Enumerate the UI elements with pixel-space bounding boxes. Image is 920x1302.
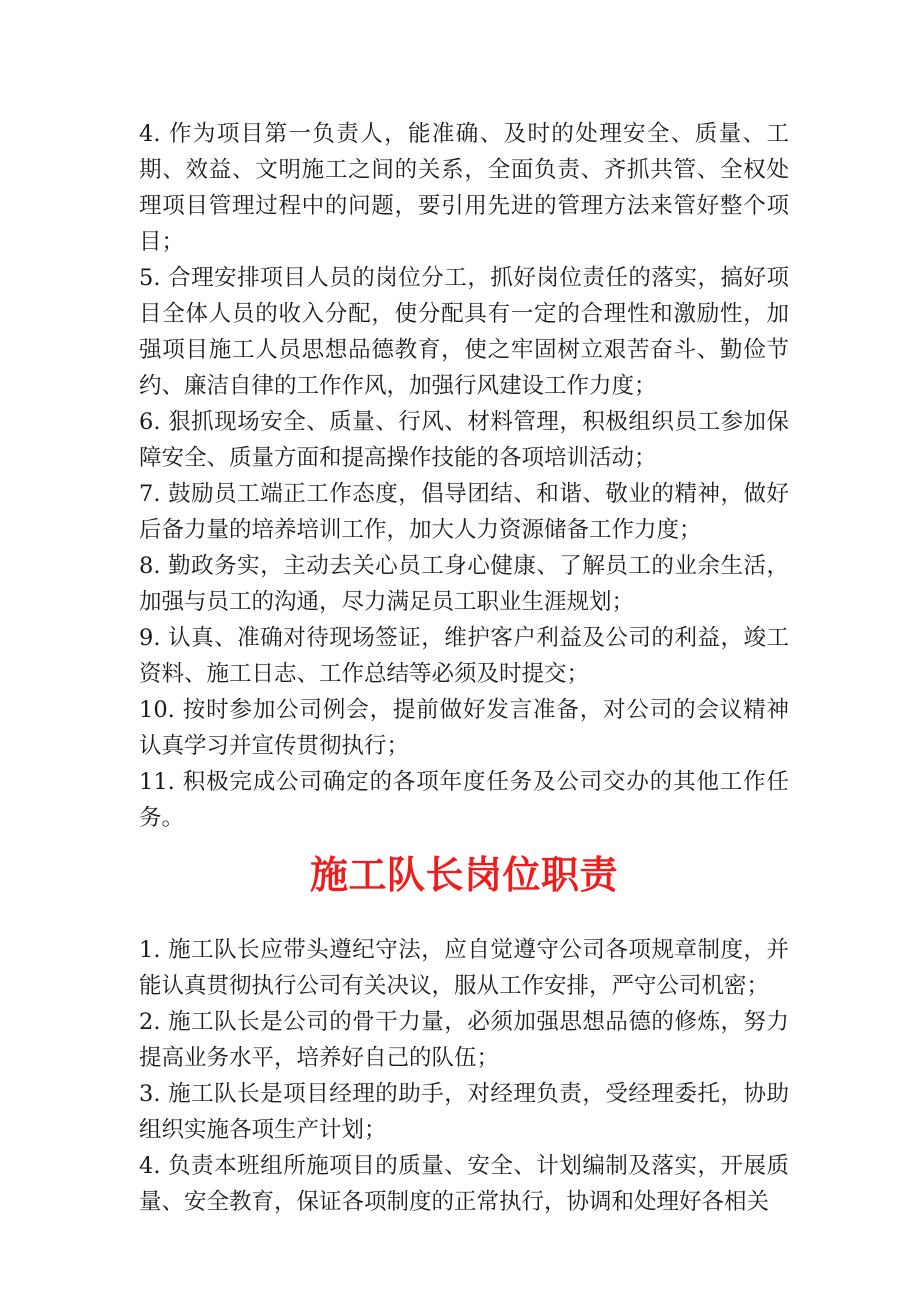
duty-item: 10. 按时参加公司例会，提前做好发言准备，对公司的会议精神认真学习并宣传贯彻执行； [139,697,789,759]
duty-item: 1. 施工队长应带头遵纪守法，应自觉遵守公司各项规章制度，并能认真贯彻执行公司有关决议，服从工作安排，严守公司机密； [139,937,789,999]
duty-item: 8. 勤政务实，主动去关心员工身心健康、了解员工的业余生活，加强与员工的沟通，尽力满足员工职业生涯规划； [139,553,789,615]
duty-item: 3. 施工队长是项目经理的助手，对经理负责，受经理委托，协助组织实施各项生产计划； [139,1081,789,1143]
duty-item: 5. 合理安排项目人员的岗位分工，抓好岗位责任的落实，搞好项目全体人员的收入分配，使分配具有一定的合理性和激励性，加强项目施工人员思想品德教育，使之牢固树立艰苦奋斗、勤俭节约、廉洁自律的工作作风，加强行风建设工作力度； [139,265,789,399]
duty-item: 9. 认真、准确对待现场签证，维护客户利益及公司的利益，竣工资料、施工日志、工作总结等必须及时提交； [139,625,789,687]
duty-item: 11. 积极完成公司确定的各项年度任务及公司交办的其他工作任务。 [139,769,789,831]
document-body [139,116,789,1220]
duty-item: 2. 施工队长是公司的骨干力量，必须加强思想品德的修炼，努力提高业务水平，培养好自己的队伍； [139,1009,789,1071]
duty-item: 4. 负责本班组所施项目的质量、安全、计划编制及落实，开展质量、安全教育，保证各项制度的正常执行，协调和处理好各相关 [139,1153,789,1215]
duty-item: 4. 作为项目第一负责人，能准确、及时的处理安全、质量、工期、效益、文明施工之间的关系，全面负责、齐抓共管、全权处理项目管理过程中的问题，要引用先进的管理方法来管好整个项目； [139,121,789,255]
duty-item: 6. 狠抓现场安全、质量、行风、材料管理，积极组织员工参加保障安全、质量方面和提高操作技能的各项培训活动； [139,409,789,471]
duty-item: 7. 鼓励员工端正工作态度，倡导团结、和谐、敬业的精神，做好后备力量的培养培训工作，加大人力资源储备工作力度； [139,481,789,543]
section-heading: 施工队长岗位职责 [309,853,618,897]
